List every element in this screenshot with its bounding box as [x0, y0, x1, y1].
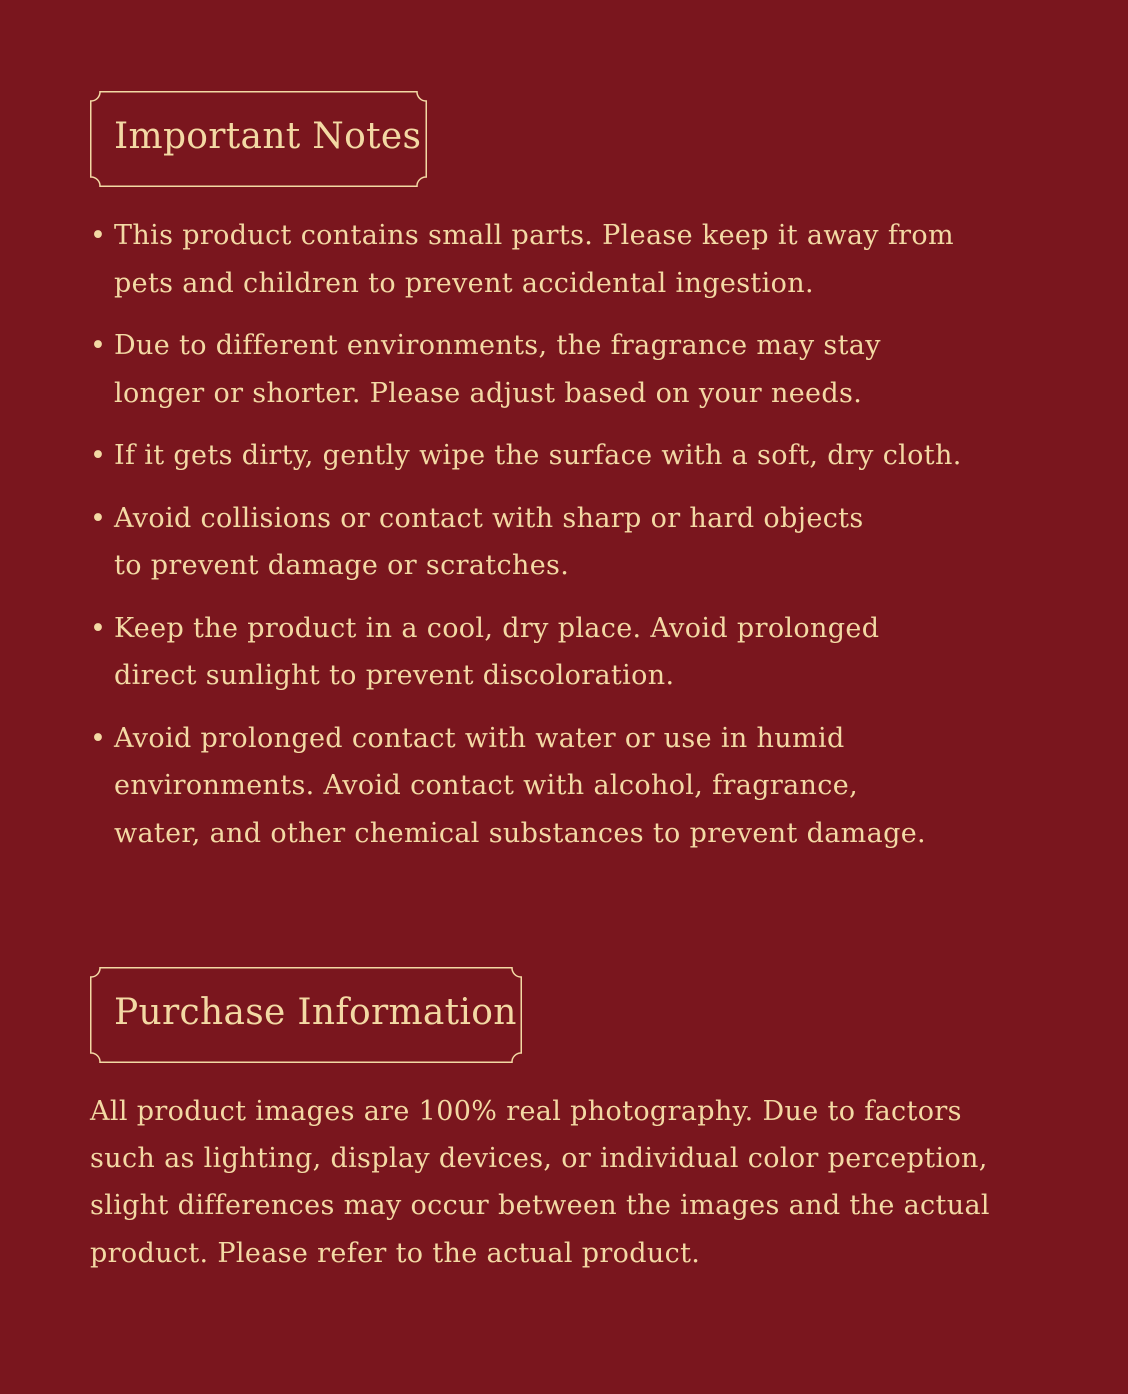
note-item — [90, 495, 1090, 590]
purchase-text-line: such as lighting, display devices, or individual color perception, — [90, 1143, 988, 1175]
note-item-line: Due to different environments, the fragrance may stay — [114, 330, 881, 361]
note-item-line: to prevent damage or scratches. — [114, 550, 570, 581]
bullet-icon: • — [90, 612, 107, 644]
note-item-line: water, and other chemical substances to prevent damage. — [114, 817, 926, 849]
note-item-line: This product contains small parts. Please keep it away from — [114, 220, 954, 251]
notes-list — [90, 212, 1090, 872]
purchase-information-title: Purchase Information — [114, 992, 517, 1033]
bullet-icon: • — [90, 330, 107, 361]
note-item-line: Avoid prolonged contact with water or use in humid — [114, 722, 845, 754]
note-item-line: longer or shorter. Please adjust based on your needs. — [114, 377, 863, 409]
note-item — [90, 432, 1090, 480]
bullet-icon: • — [90, 440, 107, 471]
note-item-line: pets and children to prevent accidental ingestion. — [114, 267, 814, 299]
purchase-text-line: product. Please refer to the actual product. — [90, 1237, 701, 1269]
bullet-icon: • — [90, 220, 107, 251]
note-item-line: environments. Avoid contact with alcohol, fragrance, — [114, 770, 859, 801]
note-item-line: Keep the product in a cool, dry place. Avoid prolonged — [114, 612, 880, 644]
important-notes-title: Important Notes — [114, 116, 422, 157]
note-item-line: If it gets dirty, gently wipe the surface with a soft, dry cloth. — [114, 440, 962, 471]
purchase-text-line: All product images are 100% real photography. Due to factors — [90, 1096, 962, 1127]
note-item — [90, 605, 1090, 700]
bullet-icon: • — [90, 722, 107, 754]
purchase-information-heading — [90, 967, 522, 1063]
purchase-information-paragraph — [90, 1088, 1090, 1277]
note-item — [90, 715, 1090, 858]
note-item — [90, 322, 1090, 417]
bullet-icon: • — [90, 502, 107, 534]
note-item-line: Avoid collisions or contact with sharp or hard objects — [114, 502, 864, 534]
purchase-text-line: slight differences may occur between the images and the actual — [90, 1190, 990, 1222]
note-item-line: direct sunlight to prevent discoloration. — [114, 660, 675, 691]
note-item — [90, 212, 1090, 307]
important-notes-heading — [90, 91, 427, 187]
